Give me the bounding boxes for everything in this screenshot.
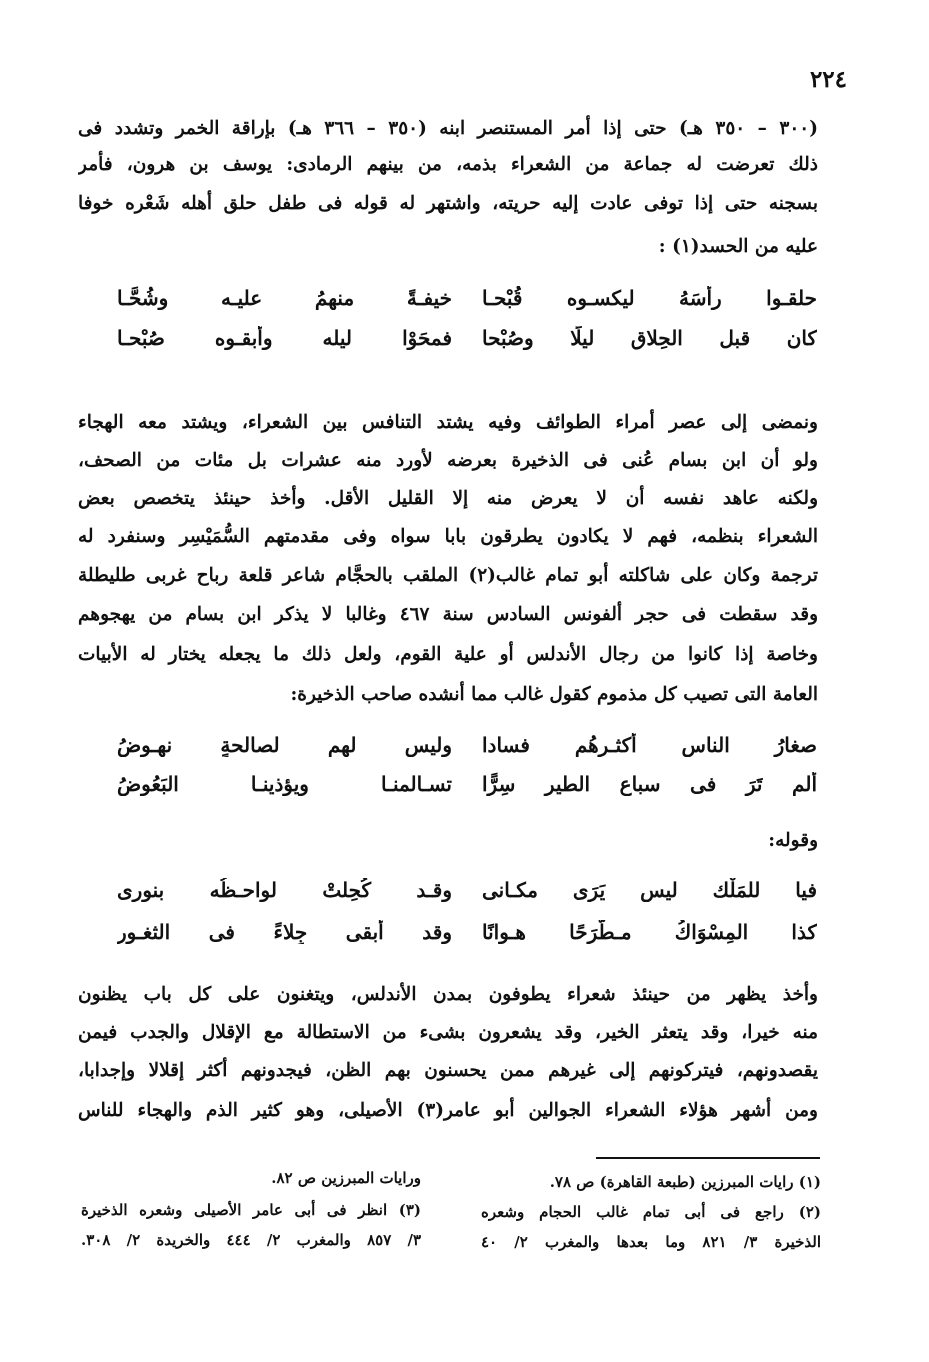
paragraph-line: ولكنه عاهد نفسه أن لا يعرض منه إلا القليل الأقل. وأخذ حينئذ يتخصص بعض [78,488,818,509]
footnote-1: (١) رايات المبرزين (طبعة القاهرة) ص ٧٨. [549,1173,821,1191]
paragraph-line: ومن أشهر هؤلاء الشعراء الجوالين أبو عامر(٣) الأصيلى، وهو كثير الذم والهجاء للناس [78,1100,818,1121]
page-number: ٢٢٤ [809,66,847,93]
footnote-2-continued-left: ورايات المبرزين ص ٨٢. [271,1169,421,1187]
verse-first-hemistich: كذا المِسْوَاكُ مـطَّرَحًا هـوانًا [482,920,817,944]
verse-second-hemistich: وليس لهم لصالحةٍ نهـوضُ [117,733,452,757]
paragraph-line: ذلك تعرضت له جماعة من الشعراء بذمه، من بينهم الرمادى: يوسف بن هرون، فأمر [78,154,818,175]
footnote-2: (٢) راجع فى أبى تمام غالب الحجام وشعره [481,1203,821,1221]
paragraph-line: بسجنه حتى إذا توفى عادت إليه حريته، واشتهر له قوله فى طفل حلق أهله شَعْره خوفا [78,193,818,214]
verse-first-hemistich: كان قبل الحِلاقِ ليلًا وصُبْحا [482,326,817,350]
paragraph-line: منه خيرا، وقد يتعثر الخير، وقد يشعرون بشىء من الاستطالة مع الإقلال والجدب فيمن [78,1022,818,1043]
verse-second-hemistich: وقد أبقى جِلاءً فى الثغـورِ [117,920,452,944]
verse-first-hemistich: صغارُ الناسِ أكثـرهُم فسادا [482,733,817,757]
poem-verse [117,878,817,912]
paragraph-line: يقصدونهم، فيتركونهم إلى غيرهم ممن يحسنون بهم الظن، فيجدونهم أكثر إقلالا وإجدابا، [78,1060,818,1081]
footnote-2-continued: الذخيرة ٣/ ٨٢١ وما بعدها والمغرب ٢/ ٤٠ [481,1233,821,1251]
paragraph-line: وقوله: [768,830,818,851]
verse-second-hemistich: فمحَوْا ليله وأبقـوه صُبْحـا [117,326,452,350]
paragraph-line: وقد سقطت فى حجر ألفونس السادس سنة ٤٦٧ وغالبا لا يذكر ابن بسام من يهجوهم [78,604,818,625]
poem-verse [117,733,817,767]
poem-verse [117,920,817,954]
poem-verse [117,286,817,320]
verse-second-hemistich: تسـالمنـا ويؤذينـا البَعُوضُ [117,772,452,796]
footnote-3: (٣) انظر فى أبى عامر الأصيلى وشعره الذخيرة [81,1201,421,1219]
paragraph-line: عليه من الحسد(١) : [658,236,818,257]
footnote-3-continued: ٣/ ٨٥٧ والمغرب ٢/ ٤٤٤ والخريدة ٢/ ٣٠٨. [81,1231,421,1249]
verse-second-hemistich: خيفـةً منهمُ عليـه وشُحَّـا [117,286,452,310]
verse-second-hemistich: وقـد كُحِلتْ لواحـظُه بنورى [117,878,452,902]
paragraph-line: ترجمة وكان على شاكلته أبو تمام غالب(٢) الملقب بالحجَّام شاعر قلعة رباح غربى طليطلة [78,565,818,586]
verse-first-hemistich: حلقـوا رأسَهُ ليكسـوه قُبْحـا [482,286,817,310]
verse-first-hemistich: فيا للمَلْك ليس يَرَى مكـانى [482,878,817,902]
paragraph-line: الشعراء بنظمه، فهم لا يكادون يطرقون بابا سواه وفى مقدمتهم السُّمَيْسِر وسنفرد له [78,526,818,547]
poem-verse [117,326,817,360]
footnote-separator [596,1157,820,1159]
paragraph-line: وخاصة إذا كانوا من رجال الأندلس أو علية القوم، ولعل ذلك ما يجعله يختار له الأبيات [78,644,818,665]
paragraph-line: وأخذ يظهر من حينئذ شعراء يطوفون بمدن الأندلس، ويتغنون على كل باب يظنون [78,984,818,1005]
paragraph-line: العامة التى تصيب كل مذموم كقول غالب مما أنشده صاحب الذخيرة: [290,684,818,705]
paragraph-line: ولو أن ابن بسام عُنى فى الذخيرة بعرضه لأورد منه عشرات بل مئات من الصحف، [78,450,818,471]
poem-verse [117,772,817,806]
paragraph-line: ونمضى إلى عصر أمراء الطوائف وفيه يشتد التنافس بين الشعراء، ويشتد معه الهجاء [78,412,818,433]
paragraph-line: (٣٠٠ – ٣٥٠ هـ) حتى إذا أمر المستنصر ابنه (٣٥٠ – ٣٦٦ هـ) بإراقة الخمر وتشدد فى [78,118,818,139]
verse-first-hemistich: ألم تَرَ فى سباع الطير سِرًّا [482,772,817,796]
